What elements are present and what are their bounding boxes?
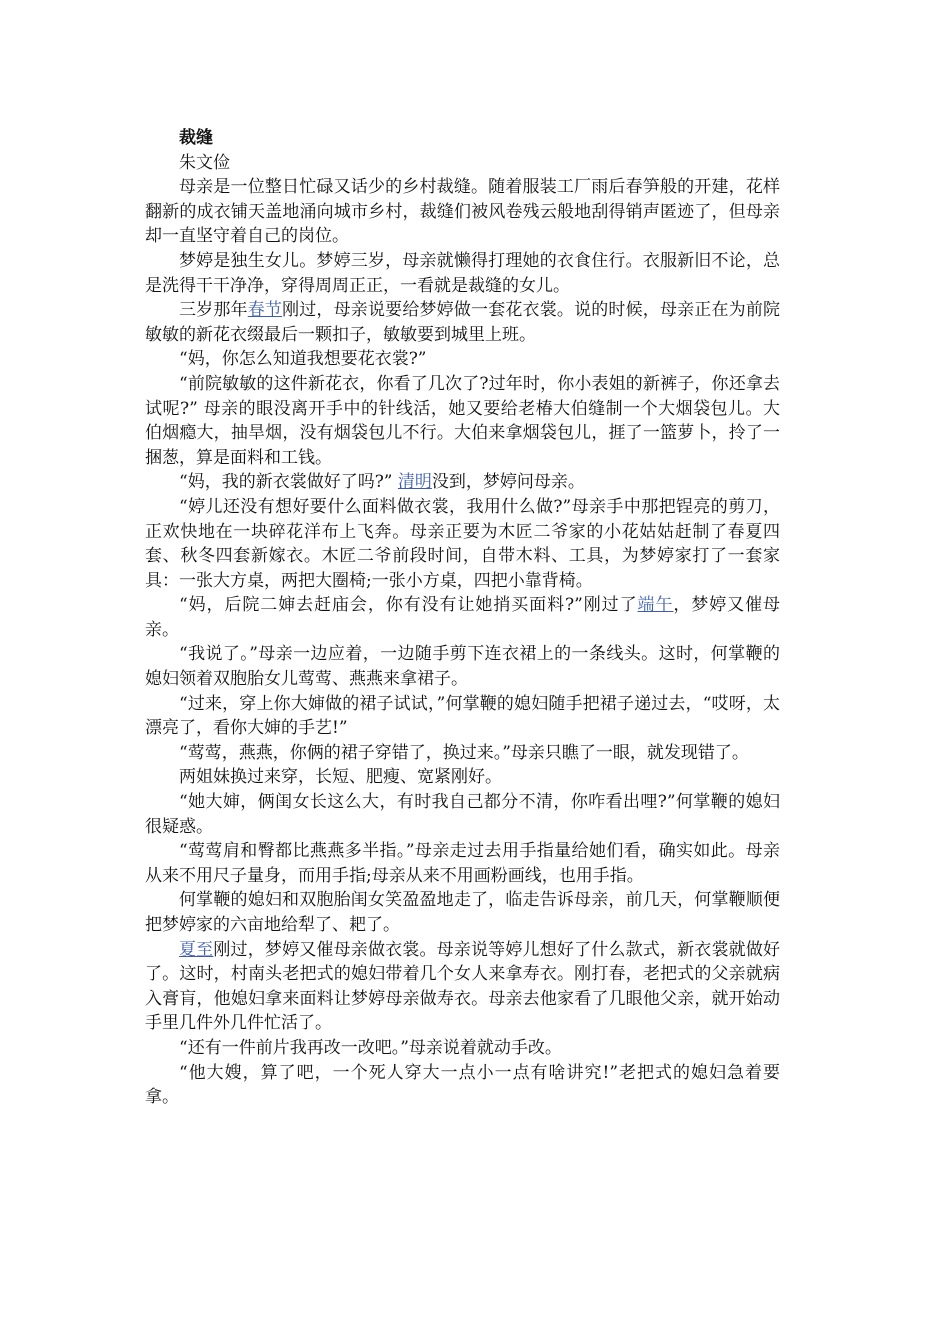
term-link[interactable]: 清明 (397, 472, 432, 493)
paragraph (145, 888, 780, 937)
paragraph (145, 372, 780, 470)
term-link[interactable]: 夏至 (179, 939, 214, 960)
paragraph-text: 刚过，母亲说要给梦婷做一套花衣裳。说的时候，母亲正在为前院敏敏的新花衣缀最后一颗扣子，敏敏要到城里上班。 (145, 300, 781, 345)
document-page (145, 126, 780, 1110)
paragraph (145, 692, 780, 741)
paragraph (145, 765, 780, 790)
paragraph-text: “前院敏敏的这件新花衣，你看了几次了?过年时，你小表姐的新裤子，你还拿去试呢?” 母亲的眼没离开手中的针线活，她又要给老椿大伯缝制一个大烟袋包儿。大伯烟瘾大，抽旱烟，没有烟袋包儿不行。大伯来拿烟袋包儿，捱了一篮萝卜，拎了一捆葱，算是面料和工钱。 (145, 373, 780, 468)
paragraph-text: 刚过，梦婷又催母亲做衣裳。母亲说等婷儿想好了什么款式，新衣裳就做好了。这时，村南头老把式的媳妇带着几个女人来拿寿衣。刚打春，老把式的父亲就病入膏肓，他媳妇拿来面料让梦婷母亲做寿衣。母亲去他家看了几眼他父亲，就开始动手里几件外几件忙活了。 (145, 939, 781, 1034)
paragraph-text: “莺莺肩和臀都比燕燕多半指。”母亲走过去用手指量给她们看，确实如此。母亲从来不用尺子量身，而用手指;母亲从来不用画粉画线，也用手指。 (145, 841, 780, 886)
paragraph (145, 741, 780, 766)
paragraph-text: 何掌鞭的媳妇和双胞胎闺女笑盈盈地走了，临走告诉母亲，前几天，何掌鞭顺便把梦婷家的六亩地给犁了、耙了。 (145, 890, 780, 935)
paragraph-text: “妈，后院二婶去赶庙会，你有没有让她捎买面料?”刚过了 (179, 595, 638, 616)
paragraph (145, 790, 780, 839)
paragraph (145, 175, 780, 249)
paragraph (145, 347, 780, 372)
paragraph-text: 三岁那年 (179, 300, 248, 321)
paragraph (145, 938, 780, 1036)
paragraph-text: “莺莺，燕燕，你俩的裙子穿错了，换过来。”母亲只瞧了一眼，就发现错了。 (179, 742, 749, 763)
paragraph-text: 母亲是一位整日忙碌又话少的乡村裁缝。随着服装工厂雨后春笋般的开建，花样翻新的成衣铺天盖地涌向城市乡村，裁缝们被风卷残云般地刮得销声匿迹了，但母亲却一直坚守着自己的岗位。 (145, 177, 780, 247)
paragraph-text: “过来，穿上你大婶做的裙子试试，”何掌鞭的媳妇随手把裙子递过去，“哎呀，太漂亮了，看你大婶的手艺!” (145, 693, 780, 739)
paragraph-text: 两姐妹换过来穿，长短、肥瘦、宽紧刚好。 (179, 767, 502, 788)
paragraph-text: “还有一件前片我再改一改吧。”母亲说着就动手改。 (179, 1037, 562, 1058)
paragraph (145, 1036, 780, 1061)
paragraph-text: “她大婶，俩闺女长这么大，有时我自己都分不清，你咋看出哩?”何掌鞭的媳妇很疑惑。 (145, 792, 780, 837)
paragraph-text: 没到，梦婷问母亲。 (431, 472, 585, 493)
article-title: 裁缝 (179, 128, 213, 148)
paragraph (145, 470, 780, 495)
paragraph (145, 249, 780, 298)
paragraph-text: “他大嫂，算了吧，一个死人穿大一点小一点有啥讲究!”老把式的媳妇急着要拿。 (145, 1062, 780, 1108)
paragraph (145, 642, 780, 691)
paragraph (145, 593, 780, 642)
paragraph-text: “妈，你怎么知道我想要花衣裳?” (179, 349, 427, 370)
article-body (145, 175, 780, 1110)
paragraph (145, 1061, 780, 1110)
paragraph (145, 839, 780, 888)
paragraph-text: “婷儿还没有想好要什么面料做衣裳，我用什么做?”母亲手中那把锃亮的剪刀，正欢快地在一块碎花洋布上飞奔。母亲正要为木匠二爷家的小花姑姑赶制了春夏四套、秋冬四套新嫁衣。木匠二爷前段时间，自带木料、工具，为梦婷家打了一套家具：一张大方桌，两把大圈椅;一张小方桌，四把小靠背椅。 (145, 496, 780, 591)
paragraph-text: 梦婷是独生女儿。梦婷三岁，母亲就懒得打理她的衣食住行。衣服新旧不论，总是洗得干干净净，穿得周周正正，一看就是裁缝的女儿。 (145, 250, 780, 296)
paragraph-text: ，梦婷又催母亲。 (145, 595, 781, 640)
paragraph-text: “妈，我的新衣裳做好了吗?” (179, 472, 398, 493)
term-link[interactable]: 端午 (637, 595, 674, 616)
paragraph-text: “我说了。”母亲一边应着，一边随手剪下连衣裙上的一条线头。这时，何掌鞭的媳妇领着双胞胎女儿莺莺、燕燕来拿裙子。 (145, 644, 780, 690)
paragraph (145, 298, 780, 347)
term-link[interactable]: 春节 (247, 300, 283, 321)
article-author: 朱文俭 (179, 152, 230, 173)
paragraph (145, 495, 780, 593)
